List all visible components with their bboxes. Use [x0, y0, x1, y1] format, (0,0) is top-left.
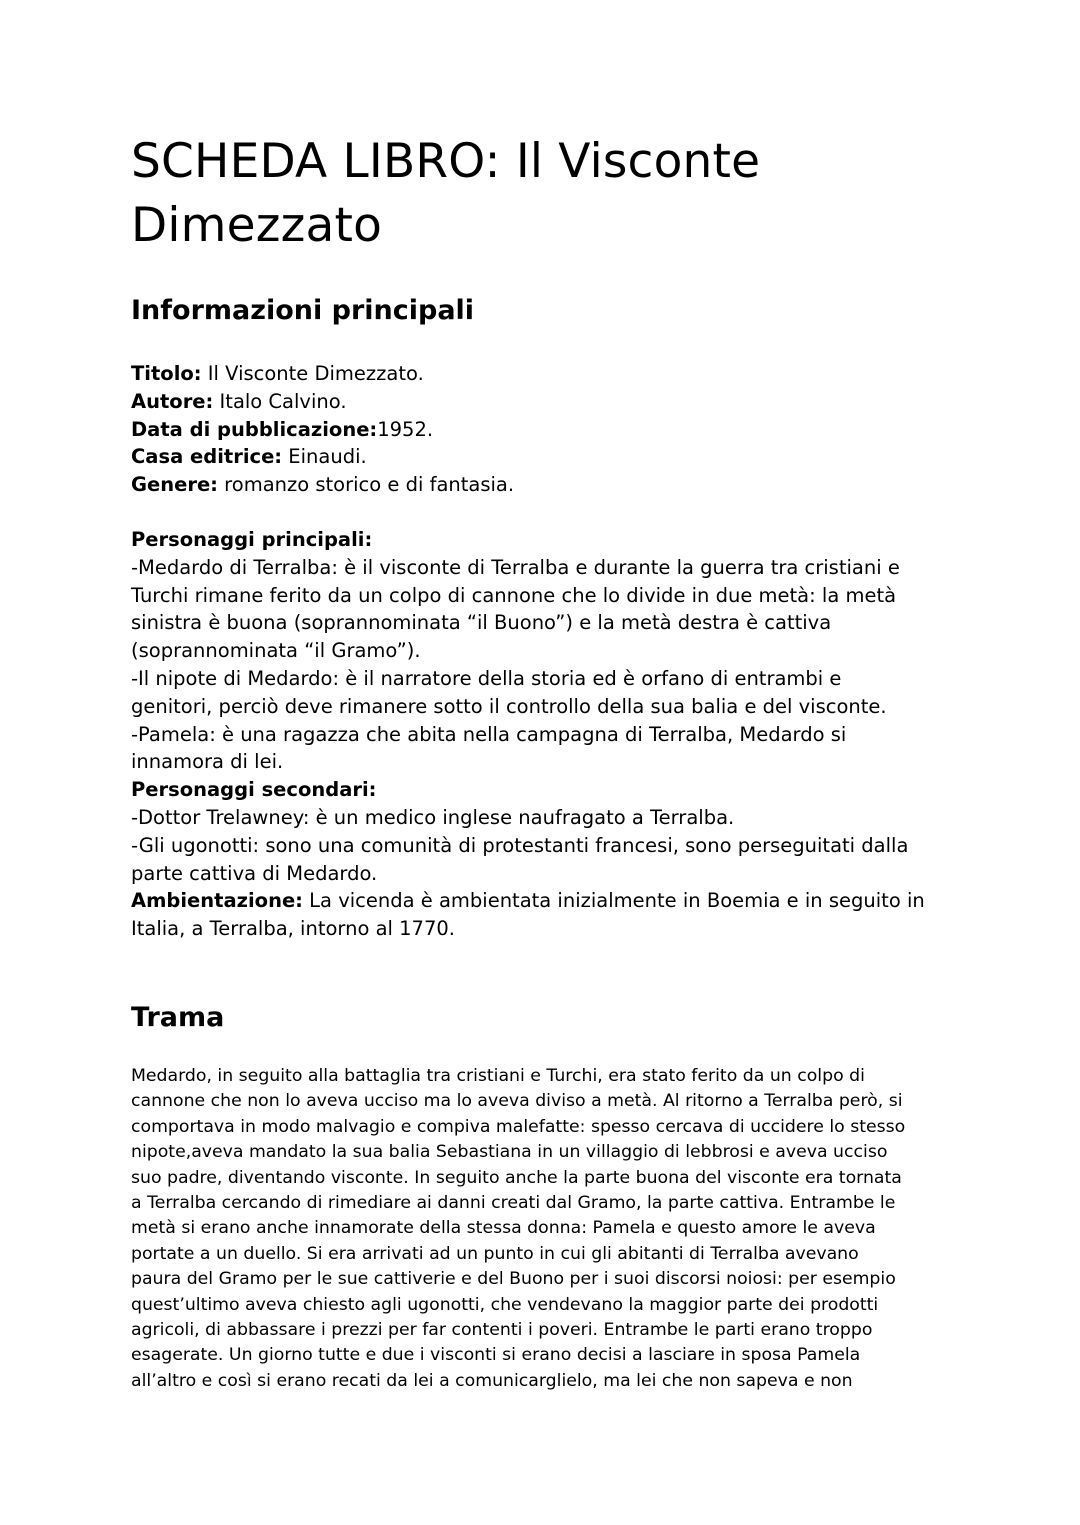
info-label: Casa editrice:	[131, 445, 283, 469]
text-line: a Terralba cercando di rimediare ai danni creati dal Gramo, la parte cattiva. Entrambe le	[131, 1193, 896, 1214]
text-line: paura del Gramo per le sue cattiverie e del Buono per i suoi discorsi noiosi: per esempio	[131, 1269, 896, 1290]
text-line: portate a un duello. Si era arrivati ad un punto in cui gli abitanti di Terralba avevano	[131, 1243, 859, 1264]
text-line: -Pamela: è una ragazza che abita nella campagna di Terralba, Medardo si	[131, 722, 847, 746]
character-entry	[131, 554, 951, 665]
section-heading-info: Informazioni principali	[131, 295, 475, 326]
text-line: comportava in modo malvagio e compiva malefatte: spesso cercava di uccidere lo stesso	[131, 1116, 906, 1137]
text-line: -Il nipote di Medardo: è il narratore della storia ed è orfano di entrambi e	[131, 666, 842, 690]
character-entry	[131, 665, 951, 721]
section-heading-trama: Trama	[131, 1002, 225, 1033]
text-line: -Medardo di Terralba: è il visconte di Terralba e durante la guerra tra cristiani e	[131, 555, 900, 579]
text-line: innamora di lei.	[131, 750, 284, 774]
text-line: Medardo, in seguito alla battaglia tra cristiani e Turchi, era stato ferito da un colpo di	[131, 1066, 865, 1086]
text-line: Turchi rimane ferito da un colpo di cannone che lo divide in due metà: la metà	[131, 583, 897, 607]
text-line	[131, 887, 951, 915]
character-entry	[131, 832, 951, 888]
character-entry	[131, 804, 951, 832]
info-label: Genere:	[131, 473, 218, 497]
info-value: Einaudi.	[282, 445, 367, 469]
characters-section	[131, 526, 951, 943]
text-line: metà si erano anche innamorate della stessa donna: Pamela e questo amore le aveva	[131, 1218, 876, 1239]
text-line: suo padre, diventando visconte. In seguito anche la parte buona del visconte era tornata	[131, 1167, 902, 1188]
info-label: Data di pubblicazione:	[131, 417, 378, 441]
text-line: agricoli, di abbassare i prezzi per far contenti i poveri. Entrambe le parti erano troppo	[131, 1320, 873, 1341]
setting-label: Ambientazione:	[131, 889, 303, 913]
info-row-title	[131, 360, 951, 388]
title-line: Dimezzato	[131, 198, 383, 253]
main-characters-label: Personaggi principali:	[131, 528, 373, 551]
setting-text: La vicenda è ambientata inizialmente in Boemia e in seguito in	[302, 889, 925, 913]
text-line: all’altro e così si erano recati da lei a comunicarglielo, ma lei che non sapeva e non	[131, 1370, 853, 1391]
info-value: Italo Calvino.	[213, 389, 347, 413]
text-line: Italia, a Terralba, intorno al 1770.	[131, 917, 455, 941]
trama-paragraph	[131, 1064, 951, 1394]
text-line: quest’ultimo aveva chiesto agli ugonotti, che vendevano la maggior parte dei prodotti	[131, 1294, 879, 1315]
setting-entry	[131, 887, 951, 943]
info-value: romanzo storico e di fantasia.	[217, 473, 515, 497]
info-value: Il Visconte Dimezzato.	[201, 362, 424, 385]
title-line: SCHEDA LIBRO: Il Visconte	[131, 134, 761, 189]
info-row-date	[131, 416, 951, 444]
info-list	[131, 360, 951, 499]
info-row-author	[131, 388, 951, 416]
secondary-characters-label: Personaggi secondari:	[131, 778, 377, 802]
document-title	[131, 130, 951, 258]
info-label: Autore:	[131, 389, 214, 413]
info-row-publisher	[131, 443, 951, 471]
info-value: 1952.	[377, 417, 434, 441]
text-line: esagerate. Un giorno tutte e due i visconti si erano decisi a lasciare in sposa Pamela	[131, 1345, 861, 1366]
character-entry	[131, 721, 951, 777]
text-line: (soprannominata “il Gramo”).	[131, 639, 421, 663]
text-line: cannone che non lo aveva ucciso ma lo aveva diviso a metà. Al ritorno a Terralba però, si	[131, 1091, 903, 1112]
text-line: nipote,aveva mandato la sua balia Sebastiana in un villaggio di lebbrosi e aveva ucciso	[131, 1142, 888, 1163]
info-row-genre	[131, 471, 951, 499]
text-line: -Dottor Trelawney: è un medico inglese naufragato a Terralba.	[131, 805, 735, 829]
text-line: genitori, perciò deve rimanere sotto il controllo della sua balia e del visconte.	[131, 694, 887, 718]
info-label: Titolo:	[131, 362, 202, 385]
text-line: -Gli ugonotti: sono una comunità di protestanti francesi, sono perseguitati dalla	[131, 833, 909, 857]
text-line: parte cattiva di Medardo.	[131, 861, 378, 885]
text-line: sinistra è buona (soprannominata “il Buono”) e la metà destra è cattiva	[131, 611, 832, 635]
